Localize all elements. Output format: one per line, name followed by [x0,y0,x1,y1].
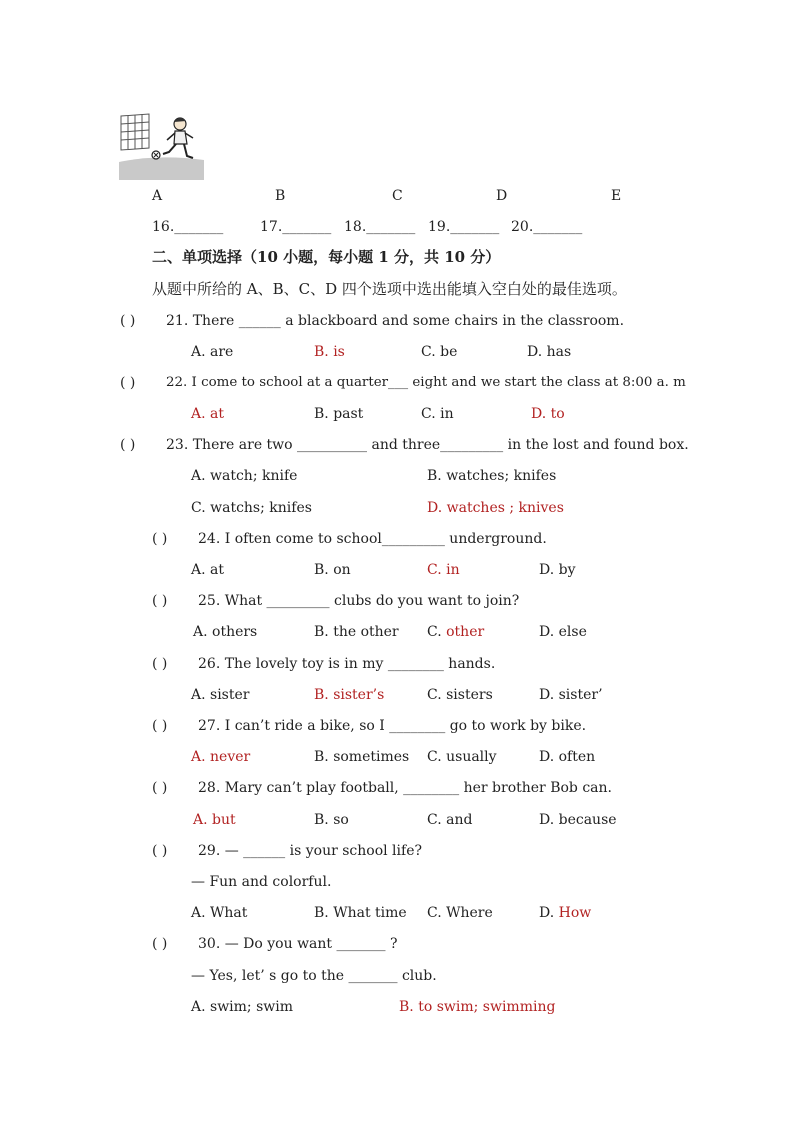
q27-option-d[interactable]: D. often [539,749,596,765]
question-26-text: 26. The lovely toy is in my ________ hands. [198,656,496,672]
q29-option-b[interactable]: B. What time [314,905,407,921]
q26-option-d[interactable]: D. sister’ [539,687,603,703]
answer-blank-19[interactable]: 19._______ [428,219,500,235]
q28-option-d[interactable]: D. because [539,812,617,828]
q30-option-a[interactable]: A. swim; swim [191,999,294,1015]
answer-paren-28[interactable]: ( ) [152,780,168,796]
q24-option-b[interactable]: B. on [314,562,351,578]
q28-option-b[interactable]: B. so [314,812,349,828]
picture-letter-e: E [611,188,622,204]
q30-option-b[interactable]: B. to swim; swimming [399,999,556,1015]
q28-option-c[interactable]: C. and [427,812,473,828]
q29-option-a[interactable]: A. What [191,905,248,921]
picture-letter-a: A [152,188,163,204]
q29-option-d[interactable]: D. How [539,905,592,921]
q27-option-a[interactable]: A. never [191,749,251,765]
q27-option-b[interactable]: B. sometimes [314,749,410,765]
q27-option-c[interactable]: C. usually [427,749,497,765]
q23-option-b[interactable]: B. watches; knifes [427,468,557,484]
q23-option-d[interactable]: D. watches ; knives [427,500,564,516]
question-29-text: 29. — ______ is your school life? [198,843,422,859]
answer-blank-17[interactable]: 17._______ [260,219,332,235]
boy-kicking-ball-icon [119,112,204,180]
question-24-text: 24. I often come to school_________ underground. [198,531,547,547]
q23-option-c[interactable]: C. watchs; knifes [191,500,312,516]
question-23-text: 23. There are two __________ and three_________ in the lost and found box. [166,437,689,453]
section-heading: 二、单项选择（10 小题，每小题 1 分，共 10 分） [152,248,501,266]
q30-reply: — Yes, let’ s go to the _______ club. [191,968,437,984]
answer-paren-30[interactable]: ( ) [152,936,168,952]
q21-option-d[interactable]: D. has [527,344,572,360]
question-27-text: 27. I can’t ride a bike, so I ________ go to work by bike. [198,718,587,734]
q29-reply: — Fun and colorful. [191,874,332,890]
question-22-text: 22. I come to school at a quarter___ eight and we start the class at 8:00 a. m [166,375,686,390]
q24-option-c[interactable]: C. in [427,562,460,578]
q25-option-a[interactable]: A. others [193,624,258,640]
q24-option-d[interactable]: D. by [539,562,576,578]
answer-paren-21[interactable]: ( ) [120,313,136,329]
answer-paren-25[interactable]: ( ) [152,593,168,609]
question-25-text: 25. What _________ clubs do you want to join? [198,593,520,609]
q21-option-c[interactable]: C. be [421,344,458,360]
q25-option-c[interactable]: C. other [427,624,485,640]
answer-paren-24[interactable]: ( ) [152,531,168,547]
answer-paren-22[interactable]: ( ) [120,375,136,391]
section-instruction: 从题中所给的 A、B、C、D 四个选项中选出能填入空白处的最佳选项。 [152,280,627,298]
picture-letter-d: D [496,188,508,204]
question-30-text: 30. — Do you want _______ ? [198,936,398,952]
question-28-text: 28. Mary can’t play football, ________ her brother Bob can. [198,780,612,796]
q22-option-b[interactable]: B. past [314,406,364,422]
q26-option-b[interactable]: B. sister’s [314,687,385,703]
q25-option-b[interactable]: B. the other [314,624,399,640]
q25-option-d[interactable]: D. else [539,624,587,640]
picture-e [119,112,204,180]
answer-blank-18[interactable]: 18._______ [344,219,416,235]
q26-option-a[interactable]: A. sister [191,687,250,703]
q29-option-c[interactable]: C. Where [427,905,493,921]
q22-option-a[interactable]: A. at [191,406,224,422]
answer-paren-26[interactable]: ( ) [152,656,168,672]
q26-option-c[interactable]: C. sisters [427,687,493,703]
picture-letter-b: B [275,188,286,204]
answer-paren-29[interactable]: ( ) [152,843,168,859]
answer-paren-23[interactable]: ( ) [120,437,136,453]
q22-option-d[interactable]: D. to [531,406,565,422]
q23-option-a[interactable]: A. watch; knife [191,468,298,484]
question-21-text: 21. There ______ a blackboard and some chairs in the classroom. [166,313,625,329]
answer-paren-27[interactable]: ( ) [152,718,168,734]
picture-letter-c: C [392,188,403,204]
answer-blank-20[interactable]: 20._______ [511,219,583,235]
q21-option-b[interactable]: B. is [314,344,345,360]
q22-option-c[interactable]: C. in [421,406,454,422]
q21-option-a[interactable]: A. are [191,344,234,360]
answer-blank-16[interactable]: 16._______ [152,219,224,235]
q24-option-a[interactable]: A. at [191,562,224,578]
q28-option-a[interactable]: A. but [193,812,236,828]
